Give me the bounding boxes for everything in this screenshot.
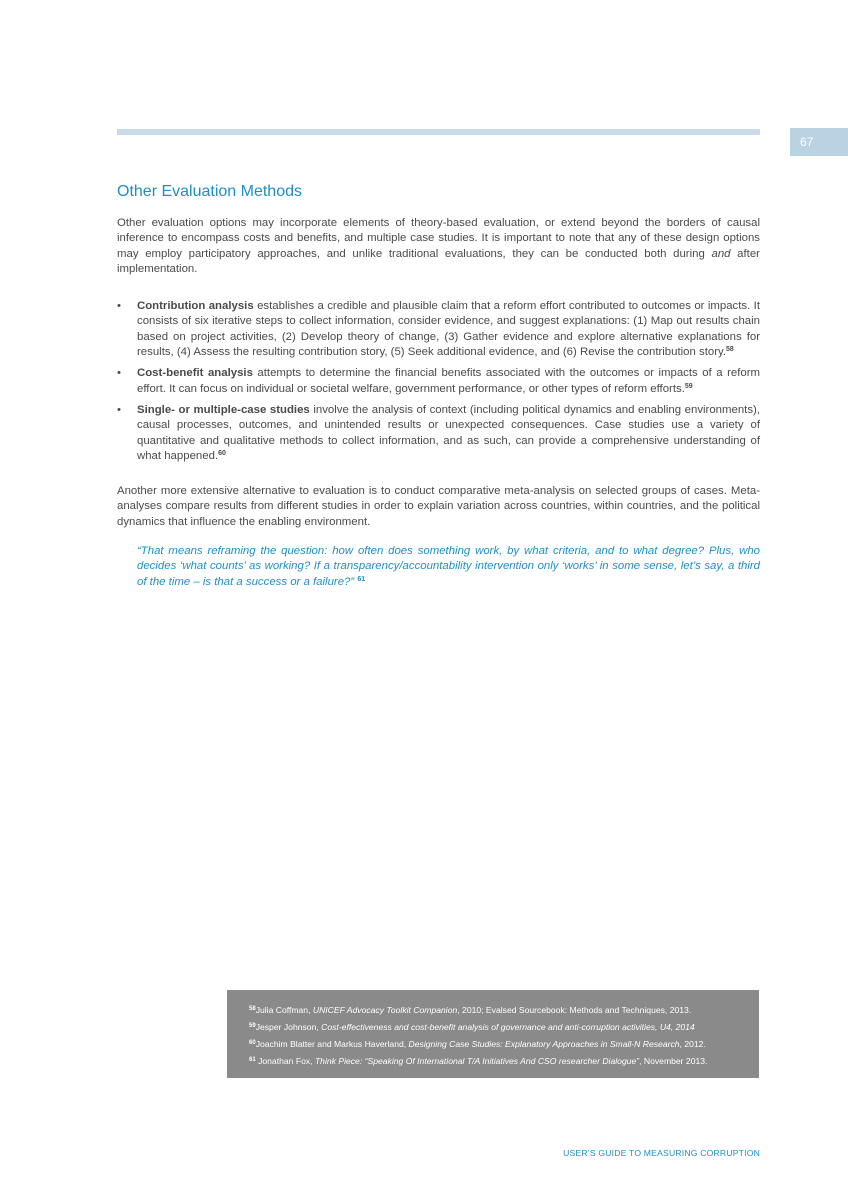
description: attempts to determine the financial benefits associated with the outcomes or impacts of a reform effort. It can focus on individual or societal welfare, government performance, or other types of reform efforts. bbox=[137, 367, 760, 395]
footnote-ref: 61 bbox=[357, 575, 366, 583]
term-case-studies: Single- or multiple-case studies bbox=[137, 403, 310, 416]
footnote-59 bbox=[249, 1019, 747, 1036]
footnote-ref: 60 bbox=[218, 449, 226, 457]
methods-list bbox=[117, 299, 760, 464]
term-contribution-analysis: Contribution analysis bbox=[137, 300, 254, 313]
section-title: Other Evaluation Methods bbox=[117, 183, 302, 200]
footer-title: USER’S GUIDE TO MEASURING CORRUPTION bbox=[563, 1148, 760, 1158]
footnote-text: Jonathan Fox, bbox=[255, 1056, 315, 1066]
intro-emphasis: and bbox=[711, 247, 731, 260]
main-content bbox=[117, 182, 760, 590]
footnote-text-end: , 2012. bbox=[679, 1039, 706, 1049]
footnote-title: Think Piece: “Speaking Of International T/A Initiatives And CSO researcher Dialogue” bbox=[314, 1056, 640, 1066]
list-item-contribution-analysis bbox=[117, 299, 760, 360]
bullet-icon: • bbox=[117, 300, 121, 313]
pull-quote bbox=[117, 544, 760, 590]
footnote-title: Cost-effectiveness and cost-benefit analysis of governance and anti-corruption activities, U4, 2014 bbox=[321, 1022, 695, 1032]
footnote-58 bbox=[249, 1002, 747, 1019]
meta-analysis-paragraph: Another more extensive alternative to evaluation is to conduct comparative meta-analysis on selected groups of cases. Meta-analyses compare results from different studies in order to explain variation across countries, within countries, and the political dynamics that influence the enabling environment. bbox=[117, 485, 760, 528]
list-item-case-studies bbox=[117, 403, 760, 464]
description: involve the analysis of context (including political dynamics and enabling environments), causal processes, outcomes, and unintended results or unexpected consequences. Case studies use a variety of quantitative and qualitative methods to collect information, and as such, can provide a comprehensive understanding of what happened. bbox=[137, 403, 760, 462]
footnote-text: Joachim Blatter and Markus Haverland, bbox=[255, 1039, 409, 1049]
footnote-number: 59 bbox=[249, 1023, 256, 1029]
footnote-60 bbox=[249, 1036, 747, 1053]
description: establishes a credible and plausible claim that a reform effort contributed to outcomes or impacts. It consists of six iterative steps to collect information, consider evidence, and suggest explanations: (1) Map out results chain based on project activities, (2) Develop theory of change, (3) Gather evidence and explore alternative explanations for results, (4) Assess the resulting contribution story, (5) Seek additional evidence, and (6) Revise the contribution story. bbox=[137, 300, 760, 359]
footnote-number: 58 bbox=[249, 1006, 256, 1012]
footnote-text-end: , November 2013. bbox=[639, 1056, 708, 1066]
footnotes-box bbox=[227, 990, 759, 1078]
footnote-title: UNICEF Advocacy Toolkit Companion bbox=[312, 1005, 458, 1015]
footnote-text: Julia Coffman, bbox=[255, 1005, 313, 1015]
footnote-61 bbox=[249, 1053, 747, 1070]
footnote-ref: 58 bbox=[726, 346, 734, 354]
term-cost-benefit-analysis: Cost-benefit analysis bbox=[137, 367, 253, 380]
header-rule bbox=[117, 129, 760, 135]
page-number: 67 bbox=[790, 128, 848, 156]
footnote-text-end: , 2010; Evalsed Sourcebook: Methods and Techniques, 2013. bbox=[457, 1005, 692, 1015]
footnote-number: 60 bbox=[249, 1040, 256, 1046]
bullet-icon: • bbox=[117, 367, 121, 380]
intro-text: Other evaluation options may incorporate elements of theory-based evaluation, or extend beyond the borders of causal inference to encompass costs and benefits, and multiple case studies. It is important to note that any of these design options may employ participatory approaches, and unlike traditional evaluations, they can be conducted both during bbox=[117, 217, 760, 260]
quote-text: “That means reframing the question: how often does something work, by what criteria, and to what degree? Plus, who decides ‘what counts’ as working? If a transparency/accountability intervention only ‘works’ in some sense, let’s say, a third of the time – is that a success or a failure?” bbox=[137, 545, 760, 588]
list-item-cost-benefit-analysis bbox=[117, 366, 760, 397]
intro-text-end: after implementation. bbox=[117, 247, 760, 275]
footnote-text: Jesper Johnson, bbox=[255, 1022, 322, 1032]
footnote-number: 61 bbox=[249, 1057, 256, 1063]
footnote-title: Designing Case Studies: Explanatory Approaches in Small-N Research bbox=[408, 1039, 680, 1049]
footnote-ref: 59 bbox=[684, 382, 693, 390]
bullet-icon: • bbox=[117, 403, 121, 416]
intro-paragraph bbox=[117, 216, 760, 277]
